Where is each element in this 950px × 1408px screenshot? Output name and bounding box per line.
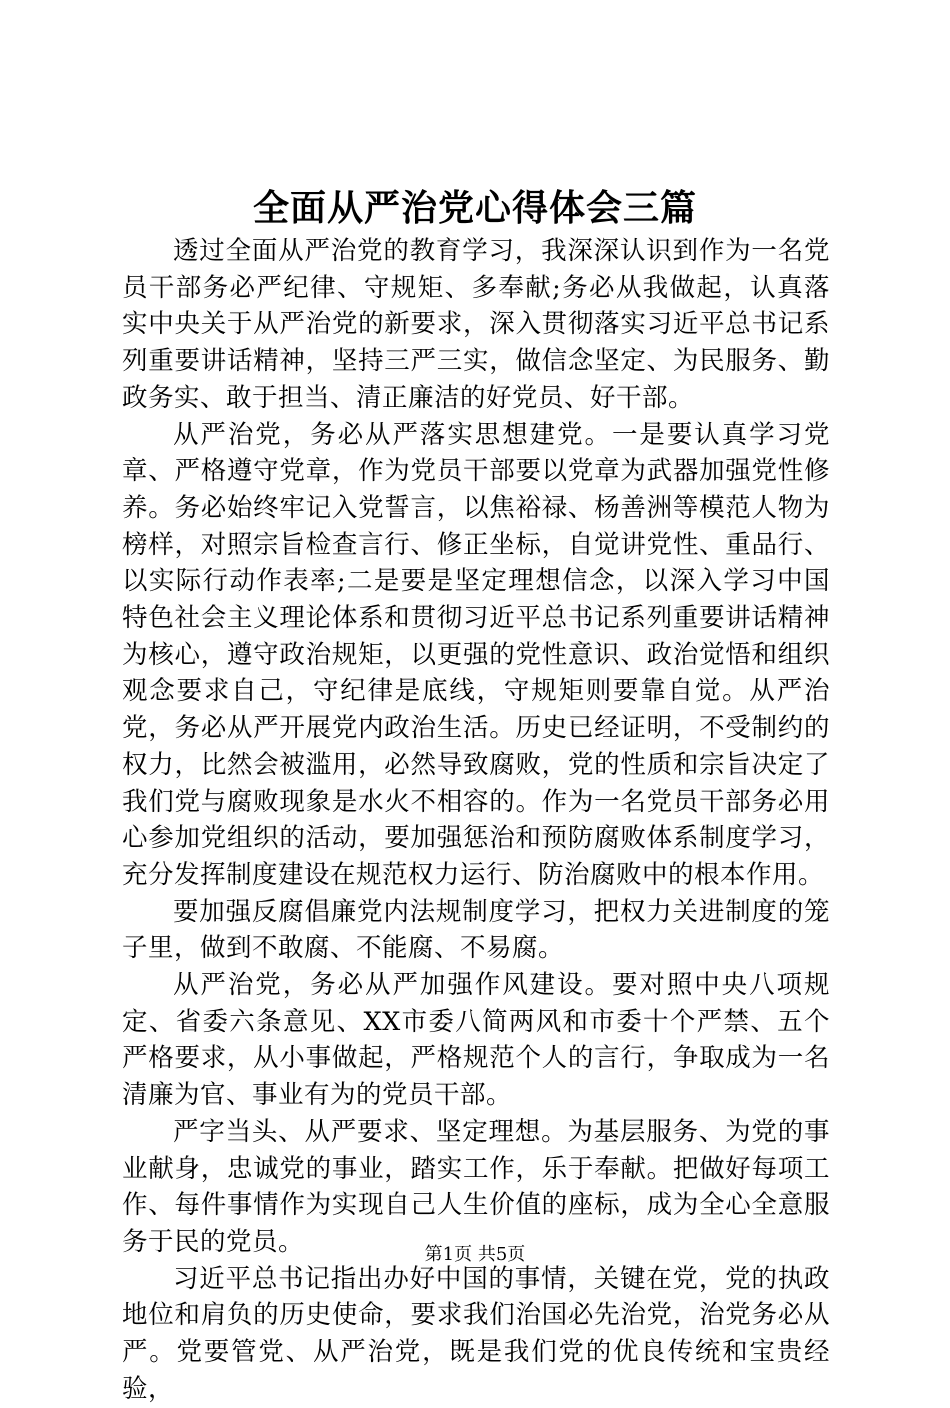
paragraph-2: 从严治党，务必从严落实思想建党。一是要认真学习党章、严格遵守党章，作为党员干部要以党章为武器加强党性修养。务必始终牢记入党誓言，以焦裕禄、杨善洲等模范人物为榜样，对照宗旨检查言行、修正坐标，自觉讲党性、重品行、以实际行动作表率;二是要是坚定理想信念，以深入学习中国特色社会主义理论体系和贯彻习近平总书记系列重要讲话精神为核心，遵守政治规矩，以更强的党性意识、政治觉悟和组织观念要求自己，守纪律是底线，守规矩则要靠自觉。从严治党，务必从严开展党内政治生活。历史已经证明，不受制约的权力，比然会被滥用，必然导致腐败，党的性质和宗旨决定了我们党与腐败现象是水火不相容的。作为一名党员干部务必用心参加党组织的活动，要加强惩治和预防腐败体系制度学习，充分发挥制度建设在规范权力运行、防治腐败中的根本作用。 (122, 419, 830, 890)
page-footer: 第1页 共5页 (424, 1244, 526, 1265)
paragraph-1: 透过全面从严治党的教育学习，我深深认识到作为一名党员干部务必严纪律、守规矩、多奉献;务必从我做起，认真落实中央关于从严治党的新要求，深入贯彻落实习近平总书记系列重要讲话精神，坚持三严三实，做信念坚定、为民服务、勤政务实、敢于担当、清正廉洁的好党员、好干部。 (122, 236, 830, 413)
document-title: 全面从严治党心得体会三篇 (252, 187, 697, 229)
paragraph-4: 从严治党，务必从严加强作风建设。要对照中央八项规定、省委六条意见、XX市委八简两风和市委十个严禁、五个严格要求，从小事做起，严格规范个人的言行，争取成为一名清廉为官、事业有为的党员干部。 (122, 970, 830, 1111)
paragraph-3: 要加强反腐倡廉党内法规制度学习，把权力关进制度的笼子里，做到不敢腐、不能腐、不易腐。 (122, 896, 830, 964)
paragraph-6: 习近平总书记指出办好中国的事情，关键在党，党的执政地位和肩负的历史使命，要求我们治国必先治党，治党务必从严。党要管党、从严治党，既是我们党的优良传统和宝贵经验， (122, 1263, 830, 1404)
document-body (122, 233, 830, 1408)
paragraph-5: 严字当头、从严要求、坚定理想。为基层服务、为党的事业献身，忠诚党的事业，踏实工作，乐于奉献。把做好每项工作、每件事情作为实现自己人生价值的座标，成为全心全意服务于民的党员。 (122, 1116, 830, 1257)
